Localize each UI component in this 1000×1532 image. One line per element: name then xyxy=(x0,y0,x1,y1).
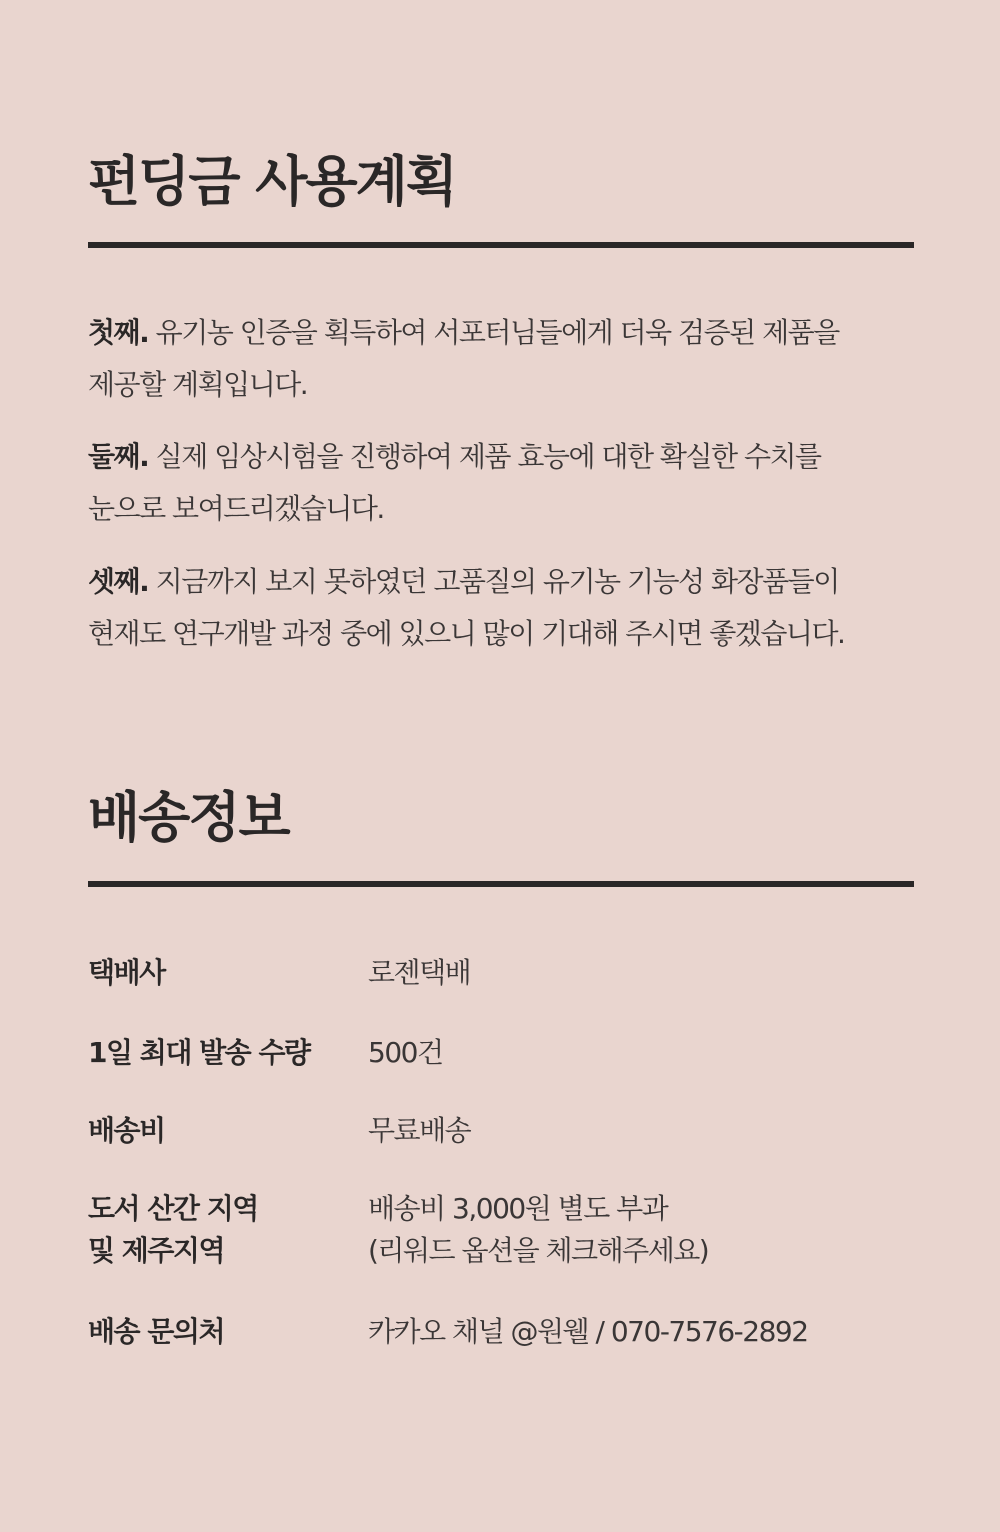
funding-plan-title: 펀딩금 사용계획 xyxy=(88,150,456,213)
plan-item-lead: 첫째. xyxy=(88,316,149,349)
shipping-row-label: 택배사 xyxy=(88,956,165,989)
shipping-info-divider xyxy=(88,881,914,887)
plan-item-text: 현재도 연구개발 과정 중에 있으니 많이 기대해 주시면 좋겠습니다. xyxy=(88,617,845,650)
shipping-row-value: 카카오 채널 @원웰 / 070-7576-2892 xyxy=(368,1315,808,1348)
plan-item-text: 실제 임상시험을 진행하여 제품 효능에 대한 확실한 수치를 xyxy=(155,440,821,473)
shipping-row-value: 무료배송 xyxy=(368,1114,471,1147)
plan-item-lead: 둘째. xyxy=(88,440,149,473)
funding-plan-item-3 xyxy=(88,556,914,660)
plan-item-text: 유기농 인증을 획득하여 서포터님들에게 더욱 검증된 제품을 xyxy=(155,316,839,349)
shipping-row-label: 배송 문의처 xyxy=(88,1315,224,1348)
shipping-row-label: 배송비 xyxy=(88,1114,165,1147)
plan-item-text: 눈으로 보여드리겠습니다. xyxy=(88,492,384,525)
shipping-row-value: 배송비 3,000원 별도 부과 (리워드 옵션을 체크해주세요) xyxy=(368,1192,709,1267)
funding-plan-divider xyxy=(88,242,914,248)
plan-item-lead: 셋째. xyxy=(88,565,149,598)
funding-plan-item-2 xyxy=(88,431,914,535)
shipping-row-value: 로젠택배 xyxy=(368,956,471,989)
shipping-info-title: 배송정보 xyxy=(88,786,289,849)
shipping-row-label: 도서 산간 지역 및 제주지역 xyxy=(88,1192,258,1267)
shipping-row-label: 1일 최대 발송 수량 xyxy=(88,1036,310,1069)
plan-item-text: 제공할 계획입니다. xyxy=(88,368,308,401)
shipping-row-value: 500건 xyxy=(368,1036,443,1069)
plan-item-text: 지금까지 보지 못하였던 고품질의 유기농 기능성 화장품들이 xyxy=(155,565,839,598)
funding-plan-item-1 xyxy=(88,307,914,411)
